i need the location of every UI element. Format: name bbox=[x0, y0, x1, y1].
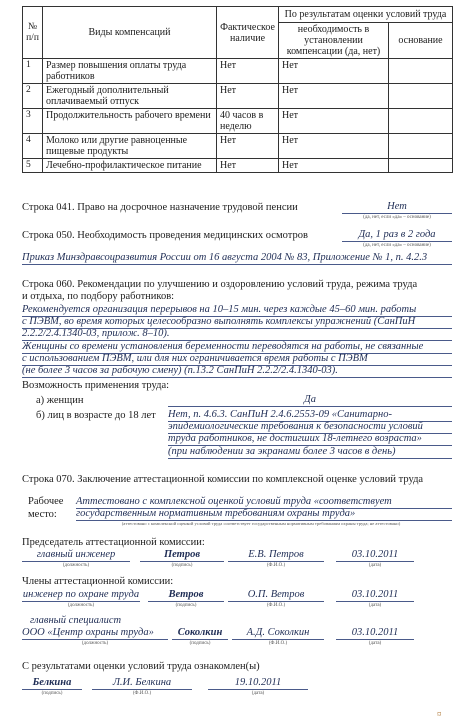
conclusion-caption: (аттестовано с комплексной оценкой условий труда соответствует государственным нормативным требованиям охраны труда; не аттестовано) bbox=[121, 521, 401, 526]
familiar-name: Л.И. Белкина bbox=[92, 677, 192, 690]
workplace-label-line2: место: bbox=[28, 509, 57, 520]
conclusion-line: государственным нормативным требованиям охраны труда» bbox=[76, 508, 452, 521]
caption-signature: (подпись) bbox=[41, 691, 63, 696]
chair-date: 03.10.2011 bbox=[336, 549, 414, 562]
caption-date: (дата) bbox=[251, 691, 265, 696]
minors-value-line: труда работников, не достигших 18-летнего возраста» bbox=[168, 433, 452, 446]
minors-label: б) лиц в возрасте до 18 лет bbox=[36, 410, 156, 421]
minors-value-line: Нет, п. 4.6.3. СанПиН 2.4.6.2553-09 «Санитарно- bbox=[168, 409, 452, 422]
row060-label-line2: и отдыха, по подбору работников: bbox=[22, 291, 175, 302]
caption-fio: (Ф.И.О.) bbox=[266, 603, 286, 608]
caption-date: (дата) bbox=[368, 603, 382, 608]
caption-date: (дата) bbox=[368, 563, 382, 568]
women-label: а) женщин bbox=[36, 395, 84, 406]
header-group: По результатам оценки условий труда bbox=[279, 7, 453, 23]
member2-name: А.Д. Соколкин bbox=[232, 627, 324, 640]
header-basis: основание bbox=[389, 23, 453, 59]
header-need: необходимость в установлении компенсации (да, нет) bbox=[279, 23, 389, 59]
members-title: Члены аттестационной комиссии: bbox=[22, 576, 174, 587]
table-row: 2 Ежегодный дополнительный оплачиваемый отпуск Нет Нет bbox=[23, 84, 453, 109]
caption-fio: (Ф.И.О.) bbox=[266, 563, 286, 568]
row060-label-line1: Строка 060. Рекомендации по улучшению и оздоровлению условий труда, режима труда bbox=[22, 279, 418, 290]
chair-name: Е.В. Петров bbox=[228, 549, 324, 562]
row050-basis: Приказ Минздравсоцразвития России от 16 августа 2004 № 83, Приложение № 1, п. 4.2.3 bbox=[22, 252, 452, 265]
ornament-icon: ¤ bbox=[437, 709, 442, 719]
table-row: 4 Молоко или другие равноценные пищевые продукты Нет Нет bbox=[23, 134, 453, 159]
recommendation-line: Женщины со времени установления беременности переводятся на работы, не связанные bbox=[22, 341, 452, 354]
row041-value: Нет bbox=[342, 201, 452, 214]
table-row: 5 Лечебно-профилактическое питание Нет Нет bbox=[23, 159, 453, 173]
row050-label: Строка 050. Необходимость проведения медицинских осмотров bbox=[22, 230, 308, 241]
chair-signature: Петров bbox=[140, 549, 224, 562]
caption-fio: (Ф.И.О.) bbox=[132, 691, 152, 696]
caption-signature: (подпись) bbox=[175, 603, 197, 608]
women-value: Да bbox=[168, 394, 452, 407]
row050-value: Да, 1 раз в 2 года bbox=[342, 229, 452, 242]
caption-fio: (Ф.И.О.) bbox=[268, 641, 288, 646]
familiar-signature: Белкина bbox=[22, 677, 82, 690]
recommendation-line: 2.2.2/2.4.1340-03, прилож. 8–10). bbox=[22, 328, 452, 341]
table-row: 1 Размер повышения оплаты труда работников Нет Нет bbox=[23, 59, 453, 84]
member1-position: инженер по охране труда bbox=[22, 589, 140, 600]
possibility-label: Возможность применения труда: bbox=[22, 380, 170, 391]
member2-signature: Соколкин bbox=[172, 627, 228, 640]
row070-label: Строка 070. Заключение аттестационной комиссии по комплексной оценке условий труда bbox=[22, 474, 424, 485]
row041-caption: (да, нет, если «да» – основание) bbox=[363, 215, 431, 220]
header-type: Виды компенсаций bbox=[43, 7, 217, 59]
member2-position: ООО «Центр охраны труда» bbox=[22, 627, 168, 640]
recommendation-line: с использованием ПЭВМ, или для них ограничивается время работы с ПЭВМ bbox=[22, 353, 452, 366]
caption-date: (дата) bbox=[368, 641, 382, 646]
caption-position: (должность) bbox=[81, 641, 109, 646]
caption-position: (должность) bbox=[67, 603, 95, 608]
minors-value-line: эпидемиологические требования к безопасности условий bbox=[168, 421, 452, 434]
familiar-title: С результатами оценки условий труда ознакомлен(ы) bbox=[22, 661, 260, 672]
row050-caption: (да, нет, если «да» – основание) bbox=[363, 243, 431, 248]
member1-signature: Ветров bbox=[148, 589, 224, 602]
table-row: 3 Продолжительность рабочего времени 40 часов в неделю Нет bbox=[23, 109, 453, 134]
header-num: № п/п bbox=[23, 7, 43, 59]
caption-signature: (подпись) bbox=[171, 563, 193, 568]
member1-date: 03.10.2011 bbox=[336, 589, 414, 602]
member2-position-top: главный специалист bbox=[30, 615, 122, 626]
minors-value-line: (при наблюдении за экранами более 3 часов в день) bbox=[168, 446, 452, 459]
member2-date: 03.10.2011 bbox=[336, 627, 414, 640]
chair-title: Председатель аттестационной комиссии: bbox=[22, 537, 205, 548]
recommendation-line: (не более 3 часов за рабочую смену) (п.13.2 СанПиН 2.2.2/2.4.1340-03). bbox=[22, 365, 452, 378]
row041-label: Строка 041. Право на досрочное назначение трудовой пенсии bbox=[22, 202, 298, 213]
workplace-label-line1: Рабочее bbox=[28, 496, 64, 507]
header-actual: Фактическое наличие bbox=[217, 7, 279, 59]
recommendation-line: с ПЭВМ, во время которых целесообразно выполнять комплексы упражнений (СанПиН bbox=[22, 316, 452, 329]
recommendation-line: Рекомендуется организация перерывов на 10–15 мин. через каждые 45–60 мин. работы bbox=[22, 304, 452, 317]
member1-name: О.П. Ветров bbox=[228, 589, 324, 602]
familiar-date: 19.10.2011 bbox=[208, 677, 308, 690]
compensation-table bbox=[22, 6, 453, 173]
conclusion-line: Аттестовано с комплексной оценкой условий труда «соответствует bbox=[76, 496, 452, 509]
caption-signature: (подпись) bbox=[189, 641, 211, 646]
chair-position: главный инженер bbox=[22, 549, 130, 562]
caption-position: (должность) bbox=[62, 563, 90, 568]
